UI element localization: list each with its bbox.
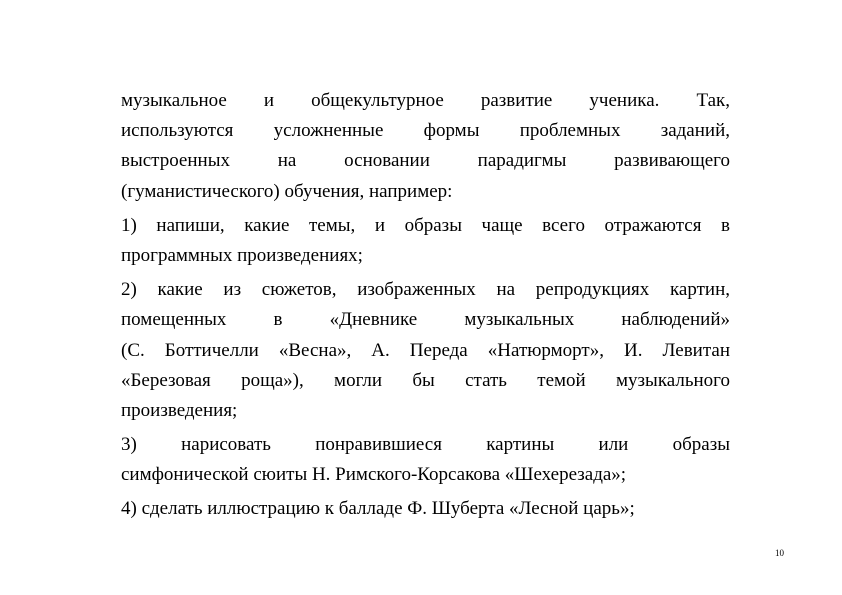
body-text bbox=[121, 86, 730, 525]
text-line: помещенных в «Дневнике музыкальных наблюдений» bbox=[121, 309, 730, 331]
list-item-3 bbox=[121, 430, 730, 490]
list-item-4 bbox=[121, 494, 730, 524]
text-line: 1) напиши, какие темы, и образы чаще всего отражаются в bbox=[121, 214, 730, 236]
text-line: 3) нарисовать понравившиеся картины или образы bbox=[121, 434, 730, 456]
text-line: произведения; bbox=[121, 399, 238, 421]
text-line: используются усложненные формы проблемных заданий, bbox=[121, 120, 730, 142]
text-line: 2) какие из сюжетов, изображенных на репродукциях картин, bbox=[121, 279, 730, 301]
list-item-1 bbox=[121, 211, 730, 271]
text-line: 4) сделать иллюстрацию к балладе Ф. Шуберта «Лесной царь»; bbox=[121, 498, 635, 520]
page-number: 10 bbox=[775, 548, 784, 558]
list-item-2 bbox=[121, 275, 730, 426]
text-line: программных произведениях; bbox=[121, 244, 363, 266]
text-line: симфонической сюиты Н. Римского-Корсакова «Шехерезада»; bbox=[121, 464, 627, 486]
text-line: «Березовая роща»), могли бы стать темой музыкального bbox=[121, 369, 730, 391]
text-line: выстроенных на основании парадигмы развивающего bbox=[121, 150, 730, 172]
text-line: (гуманистического) обучения, например: bbox=[121, 180, 453, 202]
paragraph-intro bbox=[121, 86, 730, 207]
text-line: музыкальное и общекультурное развитие ученика. Так, bbox=[121, 90, 730, 111]
text-line: (С. Боттичелли «Весна», А. Переда «Натюрморт», И. Левитан bbox=[121, 339, 730, 361]
